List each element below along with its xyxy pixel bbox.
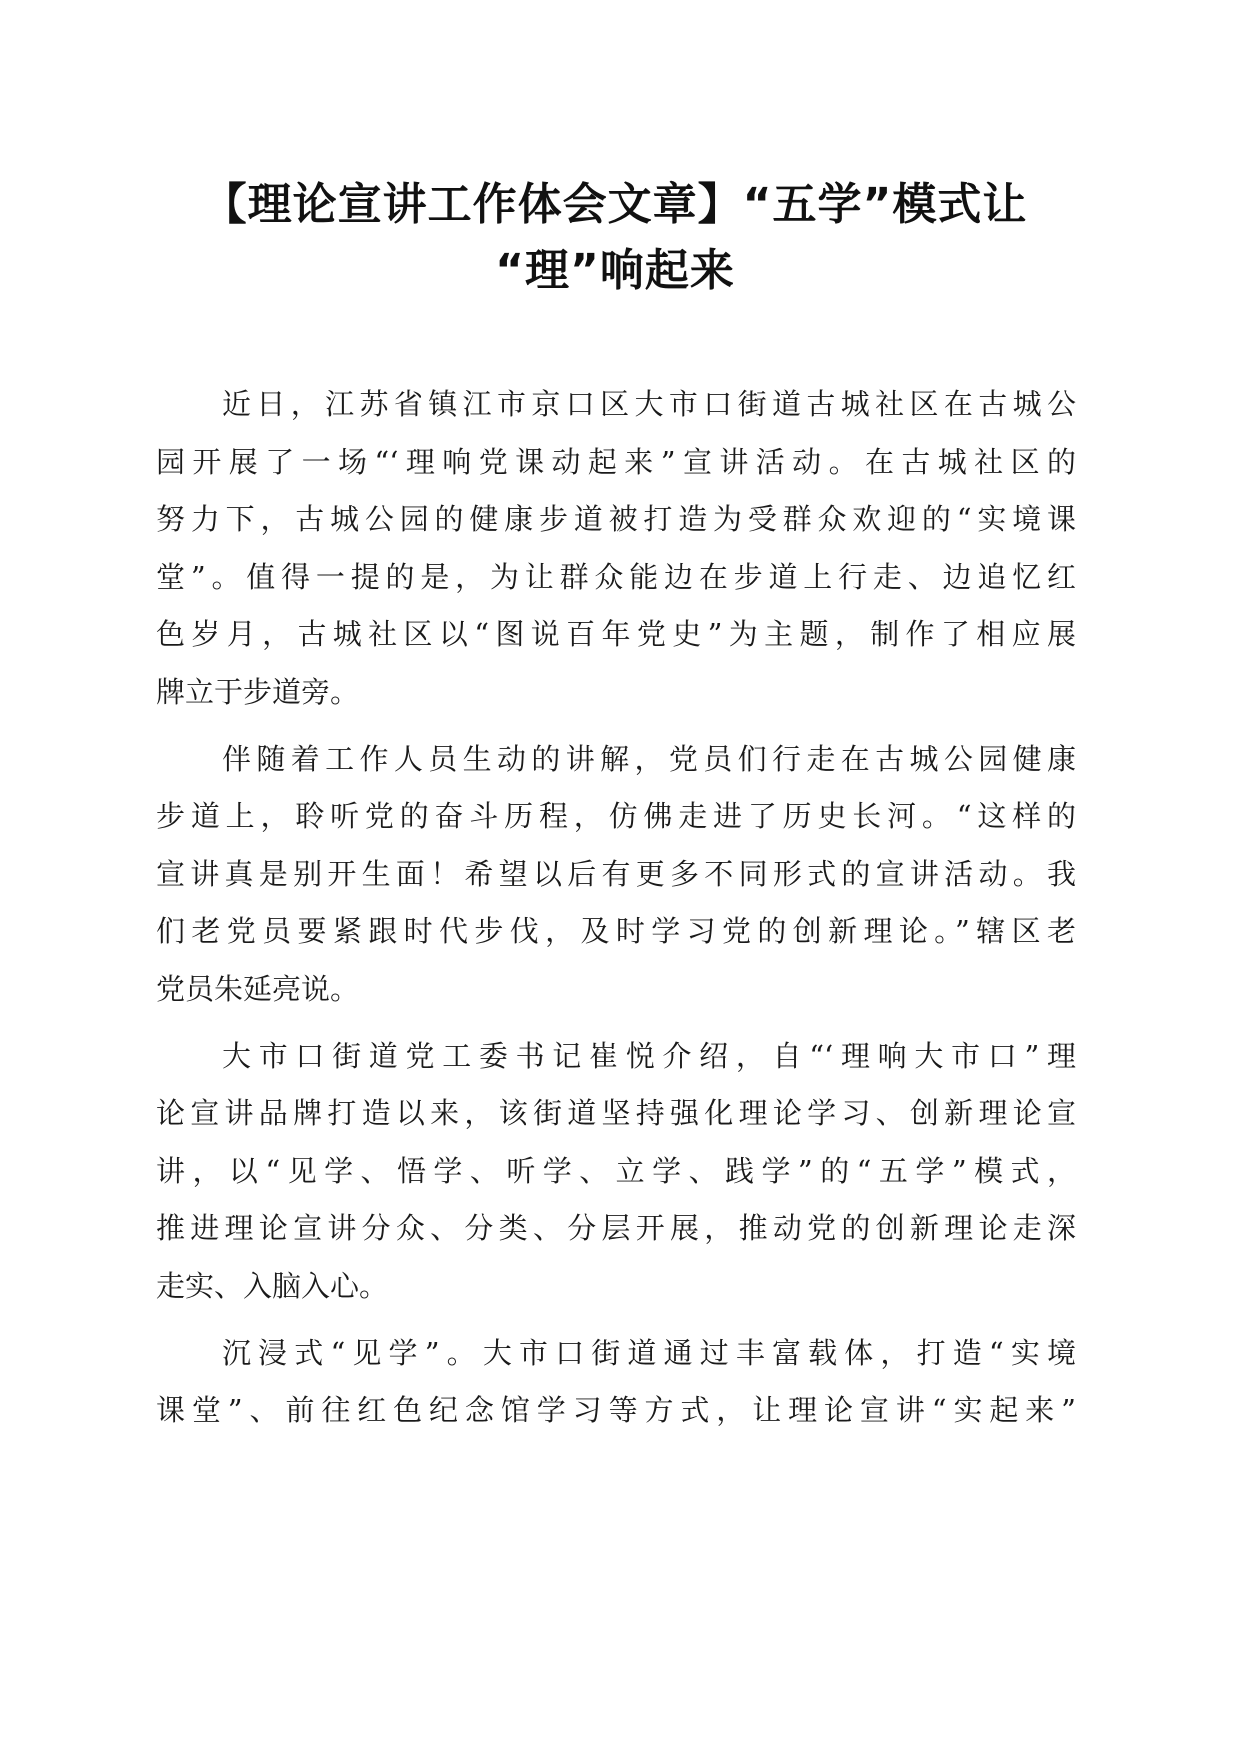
article-body	[156, 376, 1076, 1449]
text-line: 讲，以“见学、悟学、听学、立学、践学”的“五学”模式，	[156, 1153, 1076, 1188]
paragraph-3	[156, 1028, 1076, 1316]
text-line: 步道上，聆听党的奋斗历程，仿佛走进了历史长河。“这样的	[156, 799, 1076, 834]
text-line: 大市口街道党工委书记崔悦介绍，自“‘理响大市口”理	[222, 1038, 1076, 1073]
text-line: 们老党员要紧跟时代步伐，及时学习党的创新理论。”辖区老	[156, 914, 1076, 949]
title-line-1: 【理论宣讲工作体会文章】“五学”模式让	[202, 179, 1028, 230]
text-line: 伴随着工作人员生动的讲解，党员们行走在古城公园健康	[222, 741, 1076, 776]
title-line-2: “理”响起来	[495, 245, 735, 296]
text-line: 走实、入脑入心。	[156, 1268, 389, 1303]
text-line: 推进理论宣讲分众、分类、分层开展，推动党的创新理论走深	[156, 1211, 1076, 1246]
text-line: 园开展了一场“‘理响党课动起来”宣讲活动。在古城社区的	[156, 444, 1076, 479]
text-line: 色岁月，古城社区以“图说百年党史”为主题，制作了相应展	[156, 617, 1076, 652]
paragraph-2	[156, 731, 1076, 1019]
text-line: 宣讲真是别开生面！希望以后有更多不同形式的宣讲活动。我	[156, 856, 1076, 891]
paragraph-4	[156, 1325, 1076, 1440]
text-line: 论宣讲品牌打造以来，该街道坚持强化理论学习、创新理论宣	[156, 1096, 1076, 1131]
text-line: 课堂”、前往红色纪念馆学习等方式，让理论宣讲“实起来”	[156, 1393, 1076, 1428]
text-line: 近日，江苏省镇江市京口区大市口街道古城社区在古城公	[222, 387, 1076, 421]
text-line: 沉浸式“见学”。大市口街道通过丰富载体，打造“实境	[222, 1335, 1076, 1370]
article-title	[150, 172, 1080, 304]
text-line: 努力下，古城公园的健康步道被打造为受群众欢迎的“实境课	[156, 502, 1076, 537]
text-line: 堂”。值得一提的是，为让群众能边在步道上行走、边追忆红	[156, 559, 1076, 594]
text-line: 党员朱延亮说。	[156, 971, 360, 1006]
text-line: 牌立于步道旁。	[156, 674, 360, 709]
paragraph-1	[156, 376, 1076, 722]
